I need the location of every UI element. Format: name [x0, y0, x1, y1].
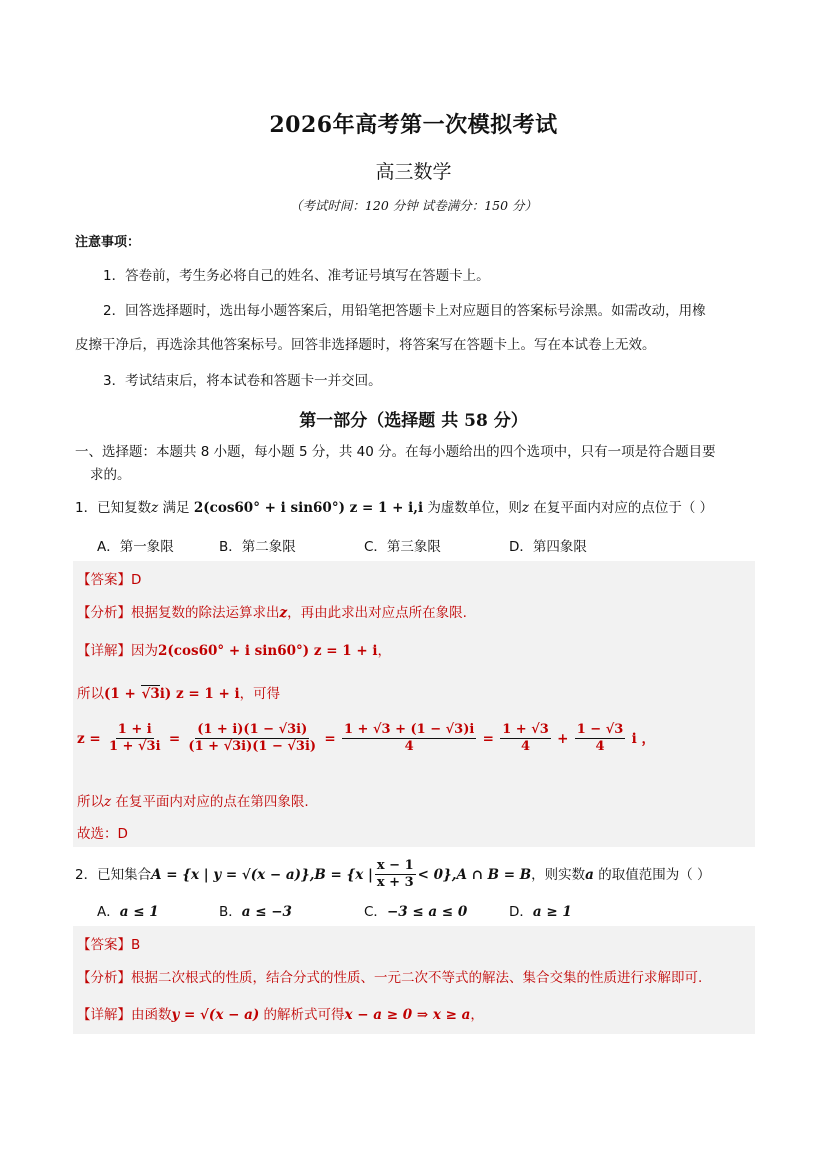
q2-detail-c: ，: [470, 1007, 484, 1023]
q2-var-a: a: [585, 866, 594, 883]
section-instruction-line-1: 一、选择题：本题共 8 小题，每小题 5 分，共 40 分。在每小题给出的四个选项中，只有一项是符合题目要: [75, 444, 716, 460]
q1-detail: [77, 639, 391, 659]
q2-set-b-numerator: x − 1: [375, 858, 416, 875]
q1-i-tail: i ，: [631, 730, 655, 747]
q2-detail-label: 【详解】: [77, 1007, 131, 1023]
q1-final-choice: 故选：D: [77, 826, 128, 842]
q2-option-b: [219, 900, 292, 920]
q2-analysis-label: 【分析】: [77, 970, 131, 986]
q1-f2-numerator: (1 + i)(1 − √3i): [195, 722, 309, 739]
q1-f3-numerator: 1 + √3 + (1 − √3)i: [342, 722, 476, 739]
q1-so-expr-sqrt: √3: [141, 686, 160, 702]
q2-answer-value: B: [131, 937, 141, 953]
q1-conclusion-a: 所以: [77, 794, 104, 810]
q1-answer-value: D: [131, 572, 142, 588]
q2-analysis-text: 根据二次根式的性质，结合分式的性质、一元二次不等式的解法、集合交集的性质进行求解即可.: [131, 970, 703, 986]
q1-f1-numerator: 1 + i: [116, 722, 154, 739]
q2-suffix: 的取值范围为（ ）: [593, 866, 711, 883]
q1-i-symbol: i: [417, 500, 424, 516]
q2-set-a: A = {x | y = √(x − a)},: [151, 866, 315, 883]
q1-so-line: [77, 682, 280, 702]
q1-conclusion-z: z: [104, 794, 112, 810]
section-title: 第一部分（选择题 共 58 分）: [299, 411, 528, 431]
q2-analysis: [77, 966, 702, 986]
q2-detail-expr1: y = √(x − a): [171, 1007, 260, 1023]
q2-option-d: [509, 900, 572, 920]
q1-so-suffix: ，可得: [239, 686, 281, 702]
q2-option-c-expr: −3 ≤ a ≤ 0: [386, 904, 468, 920]
q1-analysis-z: z: [279, 605, 288, 621]
q2-option-c-label: C．: [364, 904, 387, 920]
notice-item-2-line-1: 2．回答选择题时，选出每小题答案后，用铅笔把答题卡上对应题目的答案标号涂黑。如需改动，用橡: [103, 303, 706, 319]
q1-analysis: [77, 601, 467, 621]
q1-fraction-1: [107, 722, 163, 756]
notice-item-3: 3．考试结束后，将本试卷和答题卡一并交回。: [103, 373, 382, 389]
q1-f2-denominator: (1 + √3i)(1 − √3i): [188, 739, 317, 755]
q2-condition: A ∩ B = B: [456, 866, 532, 883]
q1-analysis-text-b: ，再由此求出对应点所在象限.: [287, 605, 467, 621]
q1-conclusion: [77, 790, 309, 810]
q2-option-d-expr: a ≥ 1: [532, 904, 572, 920]
notice-item-1: 1．答卷前，考生务必将自己的姓名、准考证号填写在答题卡上。: [103, 268, 490, 284]
q2-detail: [77, 1003, 484, 1023]
q2-option-b-label: B．: [219, 904, 242, 920]
q2-prefix: 2．已知集合: [75, 866, 152, 883]
q1-eq-sign-1: =: [168, 730, 181, 747]
q2-detail-expr2: x − a ≥ 0 ⇒ x ≥ a: [344, 1007, 471, 1023]
q2-set-b-pre: B = {x |: [314, 866, 373, 883]
q1-detail-comma: ，: [377, 643, 391, 659]
notice-item-2-line-2: 皮擦干净后，再选涂其他答案标号。回答非选择题时，将答案写在答题卡上。写在本试卷上无效。: [75, 337, 656, 353]
q1-fraction-3: [342, 722, 476, 756]
q2-option-d-label: D．: [509, 904, 533, 920]
question-2-stem: [75, 858, 711, 892]
q1-detail-label: 【详解】: [77, 643, 131, 659]
q1-eq-z: z =: [77, 730, 101, 747]
q1-detail-because: 因为: [131, 643, 158, 659]
q2-option-c: [364, 900, 467, 920]
exam-title: 2026年高考第一次模拟考试: [269, 112, 558, 138]
q1-f5-denominator: 4: [595, 739, 605, 755]
q1-expression: 2(cos60° + i sin60°) z = 1 + i,: [193, 500, 418, 516]
q1-option-b: B．第二象限: [219, 539, 296, 555]
question-1-stem: [75, 496, 713, 516]
q1-f3-denominator: 4: [404, 739, 414, 755]
q2-detail-a: 由函数: [131, 1007, 172, 1023]
q1-f1-denominator: 1 + √3i: [108, 739, 161, 755]
q1-var-z-2: z: [521, 500, 530, 516]
q1-detail-expression: 2(cos60° + i sin60°) z = 1 + i: [158, 643, 378, 659]
q1-so-expr-b: i) z = 1 + i: [159, 686, 240, 702]
q1-f4-denominator: 4: [520, 739, 531, 755]
q1-fraction-4: [500, 722, 551, 756]
q2-detail-b: 的解析式可得: [259, 1007, 345, 1023]
q1-so-expr-a: (1 +: [104, 686, 141, 702]
q2-answer: [77, 933, 140, 953]
q1-plus-sign: +: [557, 730, 569, 747]
section-instruction-line-2: 求的。: [90, 467, 131, 483]
q1-equation-line: [77, 722, 655, 756]
q2-set-b-denominator: x + 3: [376, 875, 414, 891]
exam-subtitle: 高三数学: [375, 161, 452, 183]
q1-conclusion-b: 在复平面内对应的点在第四象限.: [111, 794, 309, 810]
q1-eq-sign-3: =: [482, 730, 494, 747]
q1-answer-label: 【答案】: [77, 572, 131, 588]
q1-prefix: 1．已知复数: [75, 500, 152, 516]
q1-option-c: C．第三象限: [364, 539, 441, 555]
q1-fraction-5: [575, 722, 626, 756]
q2-set-b-fraction: [375, 858, 416, 892]
exam-info: （考试时间：120 分钟 试卷满分：150 分）: [289, 198, 538, 213]
q1-analysis-label: 【分析】: [77, 605, 131, 621]
q2-set-b-post: < 0},: [417, 866, 457, 883]
q1-var-z: z: [151, 500, 159, 516]
q1-option-d: D．第四象限: [509, 539, 587, 555]
q1-f4-numerator: 1 + √3: [500, 722, 551, 739]
q1-option-a: A．第一象限: [97, 539, 174, 555]
q1-answer: [77, 568, 141, 588]
q2-option-b-expr: a ≤ −3: [241, 904, 292, 920]
q1-mid2: 为虚数单位，则: [423, 500, 522, 516]
q1-fraction-2: [186, 722, 318, 756]
notice-heading: 注意事项：: [75, 235, 141, 250]
q1-mid3: 在复平面内对应的点位于（ ）: [529, 500, 714, 516]
q2-option-a: [97, 900, 159, 920]
q1-mid1: 满足: [158, 500, 194, 516]
q2-answer-label: 【答案】: [77, 937, 131, 953]
q2-option-a-label: A．: [97, 904, 120, 920]
q2-mid: ，则实数: [531, 866, 586, 883]
q1-so-prefix: 所以: [77, 686, 104, 702]
q1-f5-numerator: 1 − √3: [575, 722, 626, 739]
q1-eq-sign-2: =: [324, 730, 336, 747]
q2-option-a-expr: a ≤ 1: [119, 904, 159, 920]
q1-analysis-text-a: 根据复数的除法运算求出: [131, 605, 280, 621]
